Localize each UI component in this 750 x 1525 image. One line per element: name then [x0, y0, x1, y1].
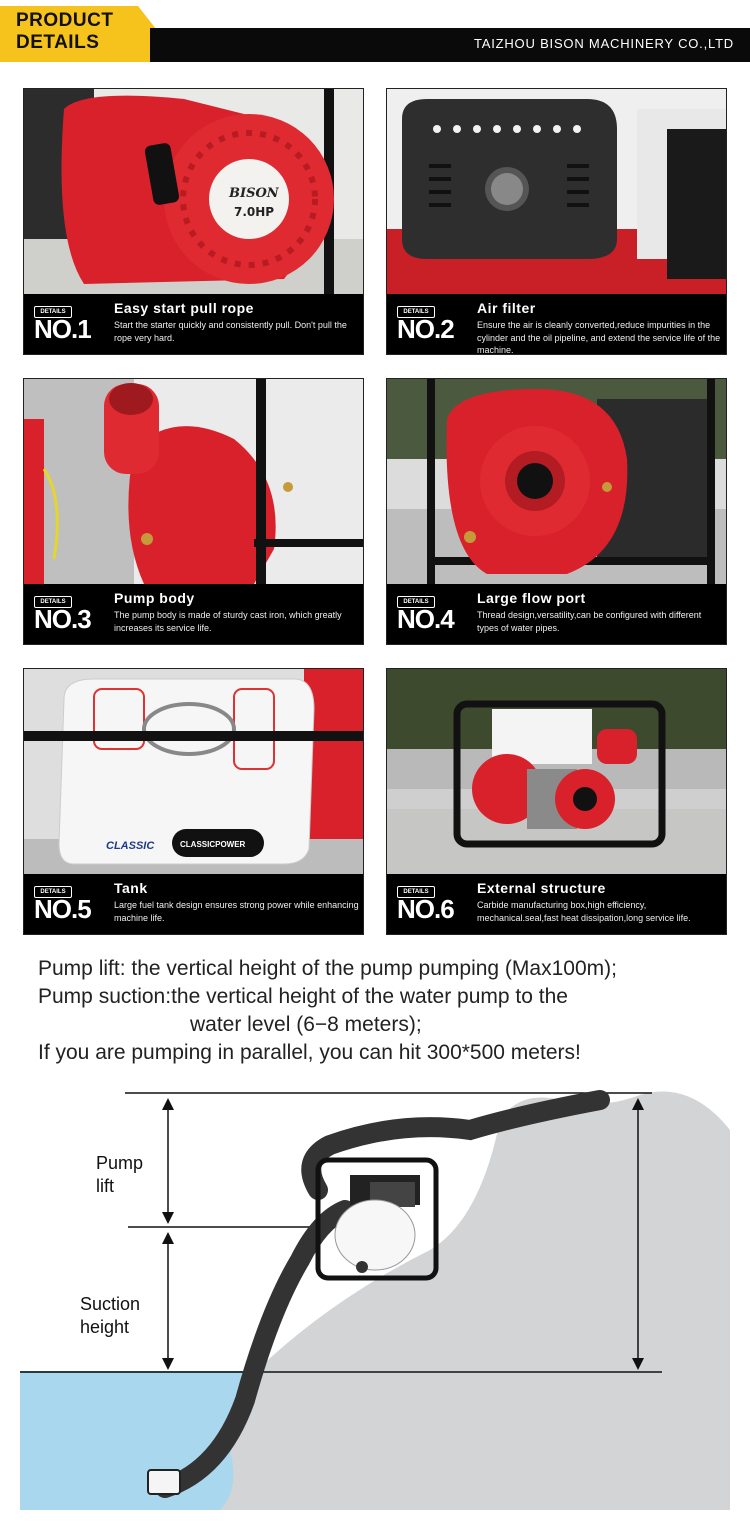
feature-photo-flow-port [387, 379, 726, 584]
feature-card-4 [386, 378, 727, 645]
feature-card-3 [23, 378, 364, 645]
feature-card-1 [23, 88, 364, 355]
feature-card-2 [386, 88, 727, 355]
feature-title: Tank [114, 880, 148, 896]
pump-description [38, 955, 738, 1067]
feature-title: External structure [477, 880, 606, 896]
engine-brand-text: BISON [229, 186, 279, 201]
feature-info [387, 874, 726, 934]
feature-photo-external-structure [387, 669, 726, 874]
feature-card-6 [386, 668, 727, 935]
feature-description: Ensure the air is cleanly converted,reduce impurities in the cylinder and the oil pipeline, and extend the service life of the machine. [477, 320, 721, 355]
feature-title: Air filter [477, 300, 536, 316]
feature-photo-air-filter [387, 89, 726, 294]
feature-description: Start the starter quickly and consistently pull. Don't pull the rope very hard. [114, 320, 347, 343]
feature-number-badge: DETAILS NO.6 [397, 886, 463, 926]
tank-brand-text: CLASSICPOWER [180, 840, 246, 849]
pump-lift-line: Pump lift: the vertical height of the pump pumping (Max100m); [38, 957, 617, 980]
feature-info [387, 584, 726, 644]
suction-height-label: Suction height [80, 1294, 141, 1337]
feature-number-badge: DETAILS NO.4 [397, 596, 463, 636]
feature-description: The pump body is made of sturdy cast iron, which greatly increases its service life. [114, 610, 342, 633]
feature-info [24, 584, 363, 644]
feature-title: Large flow port [477, 590, 586, 606]
tank-logo-text: CLASSIC [106, 840, 155, 852]
feature-number-badge: DETAILS NO.1 [34, 306, 100, 346]
pump-suction-line: Pump suction:the vertical height of the water pump to the [38, 985, 568, 1008]
feature-photo-tank [24, 669, 363, 874]
engine-power-text: 7.0HP [234, 205, 275, 219]
feature-description: Large fuel tank design ensures strong power while enhancing machine life. [114, 900, 359, 923]
feature-description: Thread design,versatility,can be configured with different types of water pipes. [477, 610, 702, 633]
feature-description: Carbide manufacturing box,high efficiency, mechanical.seal,fast heat dissipation,long service life. [477, 900, 691, 923]
pump-suction-line-cont: water level (6−8 meters); [190, 1013, 422, 1036]
feature-photo-pull-rope [24, 89, 363, 294]
feature-number-badge: DETAILS NO.2 [397, 306, 463, 346]
feature-info [24, 874, 363, 934]
feature-title: Pump body [114, 590, 195, 606]
feature-photo-pump-body [24, 379, 363, 584]
company-name: TAIZHOU BISON MACHINERY CO.,LTD [473, 36, 734, 51]
product-details-tag: PRODUCT DETAILS [16, 10, 114, 53]
parallel-pumping-line: If you are pumping in parallel, you can hit 300*500 meters! [38, 1041, 581, 1064]
feature-number-badge: DETAILS NO.5 [34, 886, 100, 926]
feature-title: Easy start pull rope [114, 300, 254, 316]
pump-lift-label: Pump lift [96, 1153, 144, 1196]
feature-number-badge: DETAILS NO.3 [34, 596, 100, 636]
feature-info [387, 294, 726, 354]
feature-info [24, 294, 363, 354]
pump-height-diagram [0, 1070, 750, 1520]
page-header [0, 0, 750, 62]
feature-card-5 [23, 668, 364, 935]
